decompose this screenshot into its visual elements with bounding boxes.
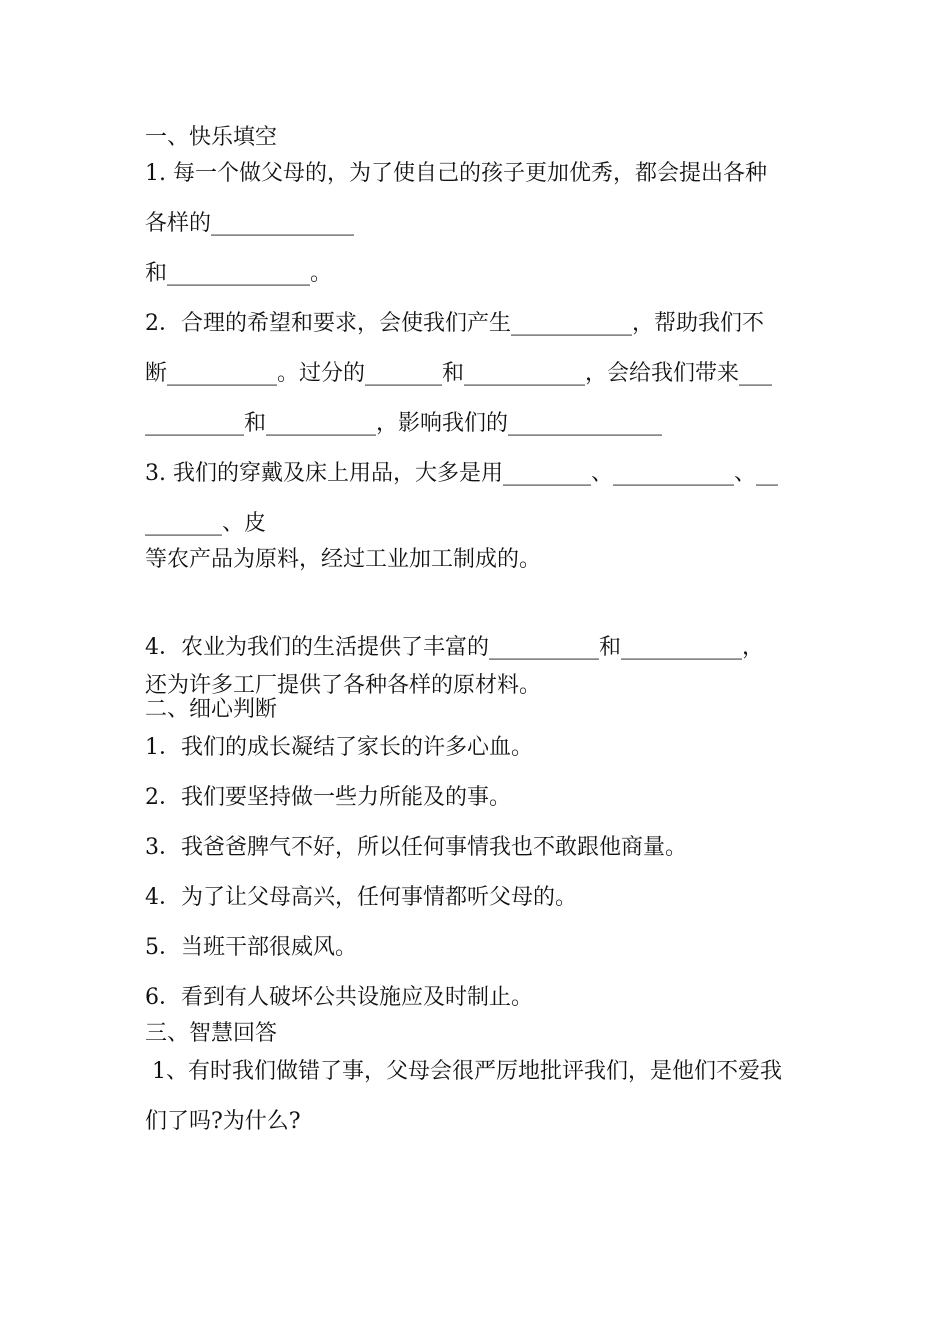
answer-question-1-line-2: 们了吗?为什么?: [145, 1109, 301, 1134]
section-heading-fill-in: 一、快乐填空: [145, 125, 278, 150]
judgement-item-3: 3．我爸爸脾气不好，所以任何事情我也不敢跟他商量。: [145, 835, 687, 860]
question-1-line-3: 和_____________。: [145, 261, 333, 286]
question-1-line-1: 1. 每一个做父母的，为了使自己的孩子更加优秀，都会提出各种: [145, 161, 767, 186]
question-4-line-1: 4．农业为我们的生活提供了丰富的__________和___________，: [145, 635, 764, 660]
question-3-line-1: 3. 我们的穿戴及床上用品，大多是用________、___________、__: [145, 461, 778, 486]
question-3-line-3: 等农产品为原料，经过工业加工制成的。: [145, 547, 542, 572]
question-2-line-2: 断__________。过分的_______和___________，会给我们带来___: [145, 361, 773, 386]
question-3-line-2: _______、皮: [145, 511, 267, 536]
judgement-item-5: 5．当班干部很威风。: [145, 935, 357, 960]
answer-question-1-line-1: 1、有时我们做错了事，父母会很严厉地批评我们，是他们不爱我: [145, 1059, 782, 1084]
judgement-item-2: 2．我们要坚持做一些力所能及的事。: [145, 785, 511, 810]
question-4-line-2: 还为许多工厂提供了各种各样的原材料。: [145, 673, 542, 698]
section-heading-judgement: 二、细心判断: [145, 697, 278, 722]
judgement-item-4: 4．为了让父母高兴，任何事情都听父母的。: [145, 885, 577, 910]
section-heading-answer: 三、智慧回答: [145, 1021, 278, 1046]
question-1-line-2: 各样的_____________: [145, 211, 355, 236]
question-2-line-1: 2．合理的希望和要求，会使我们产生___________，帮助我们不: [145, 311, 764, 336]
judgement-item-1: 1．我们的成长凝结了家长的许多心血。: [145, 735, 533, 760]
question-2-line-3: _________和__________，影响我们的______________: [145, 411, 663, 436]
judgement-item-6: 6．看到有人破坏公共设施应及时制止。: [145, 985, 533, 1010]
